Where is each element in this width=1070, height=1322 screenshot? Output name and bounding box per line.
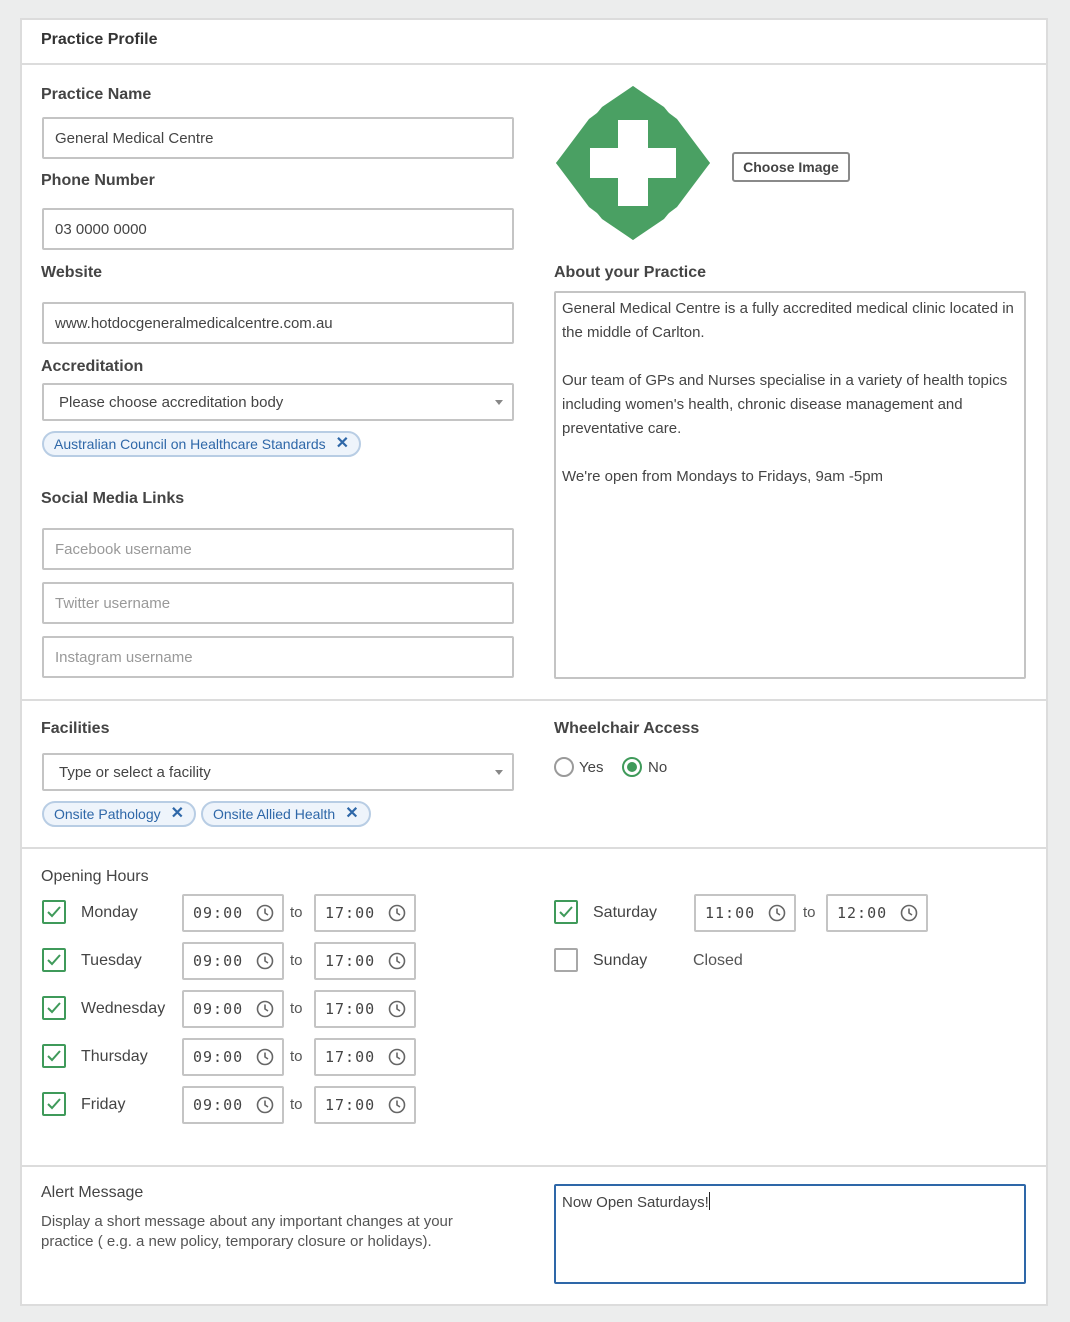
to-label: to xyxy=(290,904,303,921)
sunday-closed-status: Closed xyxy=(693,952,743,969)
alert-message-help: Display a short message about any important changes at your practice ( e.g. a new policy, temporary closure or holidays). xyxy=(41,1213,453,1250)
phone-number-label: Phone Number xyxy=(41,172,155,189)
alert-message-value: Now Open Saturdays! xyxy=(562,1194,709,1211)
wednesday-label: Wednesday xyxy=(81,1000,166,1017)
divider xyxy=(22,699,1046,701)
to-label: to xyxy=(290,952,303,969)
wheelchair-yes-radio[interactable] xyxy=(554,757,574,777)
monday-label: Monday xyxy=(81,904,138,921)
clock-icon xyxy=(256,952,274,970)
facility-tag xyxy=(201,801,371,827)
about-paragraph: General Medical Centre is a fully accredited medical clinic located in the middle of Carlton. xyxy=(562,300,1014,341)
monday-checkbox[interactable] xyxy=(42,900,66,924)
social-media-label: Social Media Links xyxy=(41,490,185,507)
accreditation-select-placeholder: Please choose accreditation body xyxy=(59,393,284,411)
clock-icon xyxy=(256,1048,274,1066)
chevron-down-icon xyxy=(495,770,503,775)
clock-icon xyxy=(388,1096,406,1114)
time-value: 17:00 xyxy=(325,1048,376,1066)
sunday-label: Sunday xyxy=(593,952,648,969)
time-value: 17:00 xyxy=(325,1096,376,1114)
checkmark-icon xyxy=(46,905,62,919)
text-cursor xyxy=(709,1192,710,1210)
friday-checkbox[interactable] xyxy=(42,1092,66,1116)
time-value: 17:00 xyxy=(325,952,376,970)
facilities-label: Facilities xyxy=(41,720,110,737)
sunday-checkbox[interactable] xyxy=(554,948,578,972)
about-practice-label: About your Practice xyxy=(554,264,707,281)
thursday-close-time[interactable] xyxy=(314,1038,416,1076)
website-label: Website xyxy=(41,264,103,281)
monday-open-time[interactable] xyxy=(182,894,284,932)
remove-tag-icon[interactable]: ✕ xyxy=(345,805,359,822)
facilities-select-placeholder: Type or select a facility xyxy=(59,763,211,781)
chevron-down-icon xyxy=(495,400,503,405)
remove-tag-icon[interactable]: ✕ xyxy=(335,435,350,452)
about-paragraph: Our team of GPs and Nurses specialise in a variety of health topics including women's health, chronic disease management and preventative care. xyxy=(562,372,1008,437)
wheelchair-no-label: No xyxy=(648,759,668,776)
checkmark-icon xyxy=(46,1049,62,1063)
time-value: 11:00 xyxy=(705,904,756,922)
about-practice-textarea[interactable] xyxy=(554,291,1026,679)
page-title: Practice Profile xyxy=(41,31,158,48)
checkmark-icon xyxy=(46,1001,62,1015)
tuesday-label: Tuesday xyxy=(81,952,142,969)
to-label: to xyxy=(803,904,816,921)
facebook-username-input[interactable]: Facebook username xyxy=(42,528,514,570)
divider xyxy=(22,1165,1046,1167)
remove-tag-icon[interactable]: ✕ xyxy=(170,805,185,822)
saturday-label: Saturday xyxy=(593,904,658,921)
clock-icon xyxy=(388,952,406,970)
alert-message-textarea[interactable] xyxy=(554,1184,1026,1284)
alert-message-label: Alert Message xyxy=(41,1184,144,1201)
about-paragraph: We're open from Mondays to Fridays, 9am -5pm xyxy=(562,468,884,485)
wheelchair-no-radio[interactable] xyxy=(622,757,642,777)
thursday-open-time[interactable] xyxy=(182,1038,284,1076)
practice-name-input[interactable]: General Medical Centre xyxy=(42,117,514,159)
time-value: 09:00 xyxy=(193,1000,244,1018)
time-value: 17:00 xyxy=(325,1000,376,1018)
friday-label: Friday xyxy=(81,1096,126,1113)
accreditation-tag xyxy=(42,431,361,457)
tuesday-close-time[interactable] xyxy=(314,942,416,980)
choose-image-button[interactable]: Choose Image xyxy=(732,152,850,182)
checkmark-icon xyxy=(46,953,62,967)
about-paragraph xyxy=(562,345,1018,369)
practice-name-label: Practice Name xyxy=(41,86,152,103)
friday-close-time[interactable] xyxy=(314,1086,416,1124)
wednesday-close-time[interactable] xyxy=(314,990,416,1028)
about-paragraph xyxy=(562,441,1018,465)
accreditation-select[interactable] xyxy=(42,383,514,421)
wednesday-checkbox[interactable] xyxy=(42,996,66,1020)
thursday-label: Thursday xyxy=(81,1048,148,1065)
saturday-checkbox[interactable] xyxy=(554,900,578,924)
tuesday-open-time[interactable] xyxy=(182,942,284,980)
clock-icon xyxy=(900,904,918,922)
to-label: to xyxy=(290,1048,303,1065)
friday-open-time[interactable] xyxy=(182,1086,284,1124)
time-value: 09:00 xyxy=(193,904,244,922)
wednesday-open-time[interactable] xyxy=(182,990,284,1028)
clock-icon xyxy=(256,1000,274,1018)
to-label: to xyxy=(290,1096,303,1113)
clock-icon xyxy=(768,904,786,922)
twitter-username-input[interactable]: Twitter username xyxy=(42,582,514,624)
divider xyxy=(22,847,1046,849)
clock-icon xyxy=(256,1096,274,1114)
tuesday-checkbox[interactable] xyxy=(42,948,66,972)
clock-icon xyxy=(256,904,274,922)
instagram-username-input[interactable]: Instagram username xyxy=(42,636,514,678)
practice-profile-card xyxy=(20,18,1048,1306)
divider xyxy=(22,63,1046,65)
practice-logo xyxy=(554,84,712,242)
time-value: 12:00 xyxy=(837,904,888,922)
to-label: to xyxy=(290,1000,303,1017)
time-value: 09:00 xyxy=(193,1048,244,1066)
facility-tag-label: Onsite Allied Health xyxy=(213,806,336,822)
clock-icon xyxy=(388,1000,406,1018)
clock-icon xyxy=(388,904,406,922)
time-value: 09:00 xyxy=(193,1096,244,1114)
facility-tag xyxy=(42,801,196,827)
saturday-open-time[interactable] xyxy=(694,894,796,932)
time-value: 09:00 xyxy=(193,952,244,970)
accreditation-label: Accreditation xyxy=(41,358,144,375)
clock-icon xyxy=(388,1048,406,1066)
accreditation-tag-label: Australian Council on Healthcare Standards xyxy=(54,436,326,452)
checkmark-icon xyxy=(558,905,574,919)
phone-number-input[interactable]: 03 0000 0000 xyxy=(42,208,514,250)
opening-hours-label: Opening Hours xyxy=(41,868,149,885)
checkmark-icon xyxy=(46,1097,62,1111)
thursday-checkbox[interactable] xyxy=(42,1044,66,1068)
time-value: 17:00 xyxy=(325,904,376,922)
wheelchair-yes-label: Yes xyxy=(579,759,604,776)
monday-close-time[interactable] xyxy=(314,894,416,932)
saturday-close-time[interactable] xyxy=(826,894,928,932)
facilities-select[interactable] xyxy=(42,753,514,791)
website-input[interactable]: www.hotdocgeneralmedicalcentre.com.au xyxy=(42,302,514,344)
facility-tag-label: Onsite Pathology xyxy=(54,806,161,822)
wheelchair-access-label: Wheelchair Access xyxy=(554,720,700,737)
